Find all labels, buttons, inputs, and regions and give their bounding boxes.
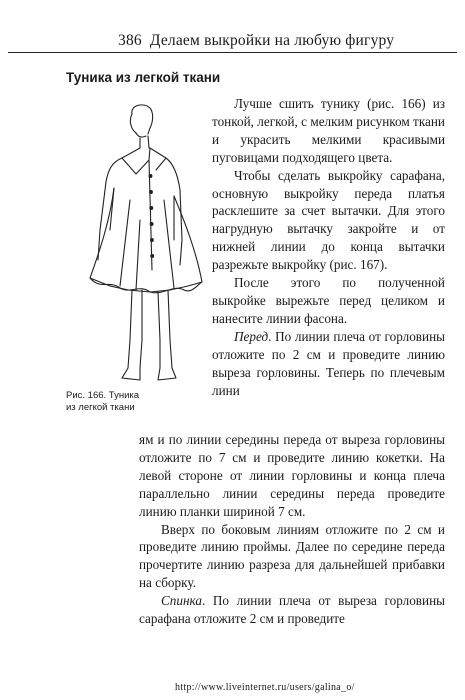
- front-label: Перед: [234, 328, 269, 344]
- section-title: Туника из легкой ткани: [66, 70, 221, 85]
- text-column-full: [139, 431, 445, 628]
- running-title: Делаем выкройки на любую фигуру: [149, 32, 395, 49]
- page-number: 386: [118, 32, 142, 49]
- paragraph-3: После этого по полученной выкройке вырежьте перед целиком и нанесите линии фасона.: [212, 275, 445, 326]
- right-shoulder: [166, 158, 180, 190]
- hair-outline: [132, 105, 153, 134]
- tunic-illustration: [70, 100, 210, 388]
- caption-line-2: из легкой ткани: [66, 402, 135, 413]
- paragraph-4-start: [212, 328, 445, 400]
- left-leg: [128, 290, 132, 368]
- paragraph-6-text: . По линии плеча от выреза горловины сарафана отложите 2 см и проведите: [139, 593, 445, 627]
- page-header: [118, 32, 394, 50]
- paragraph-5: Вверх по боковым линиям отложите по 2 см и проведите линию проймы. Далее по середине переда прочертите линию разреза для дальнейшей прибавки на сборку.: [139, 521, 445, 591]
- right-arm: [174, 190, 182, 265]
- face-outline: [130, 114, 136, 133]
- paragraph-6: [139, 592, 445, 628]
- left-shoe: [122, 368, 140, 380]
- paragraph-4-text: . По линии плеча от горловины отложите по 2 см и проведите линию выреза горловины. Теперь по плечевым лини: [212, 328, 445, 398]
- right-shoe: [158, 368, 176, 380]
- figure-caption: [66, 390, 139, 414]
- collar: [122, 148, 150, 174]
- right-leg: [158, 292, 160, 368]
- paragraph-4-continued: ям и по линии середины переда от выреза горловины отложите по 7 см и проведите линию кокетки. На левой стороне от линии горловины и конца плеча параллельно линии середины переда проведите линию планки шириной 7 см.: [139, 432, 445, 519]
- text-column-right: [212, 95, 445, 399]
- back-label: Спинка: [161, 593, 202, 609]
- caption-line-1: Рис. 166. Туника: [66, 390, 140, 401]
- dress-hem: [90, 278, 202, 293]
- neck: [140, 136, 149, 148]
- dress-body: [90, 188, 202, 292]
- footer-url[interactable]: http://www.liveinternet.ru/users/galina_o/: [175, 682, 355, 693]
- paragraph-1: Лучше сшить тунику (рис. 166) из тонкой, легкой, с мелким рисунком ткани и украсить мелкими красивыми пуговицами подходящего цвета.: [212, 96, 445, 165]
- header-rule: [8, 52, 457, 53]
- left-shoulder: [106, 158, 122, 182]
- paragraph-2: Чтобы сделать выкройку сарафана, основную выкройку переда платья расклешите за счет вытачки. Для этого нагрудную вытачку закройте и от нижней линии до конца вытачки разрежьте выкройку (рис. 167).: [212, 167, 445, 273]
